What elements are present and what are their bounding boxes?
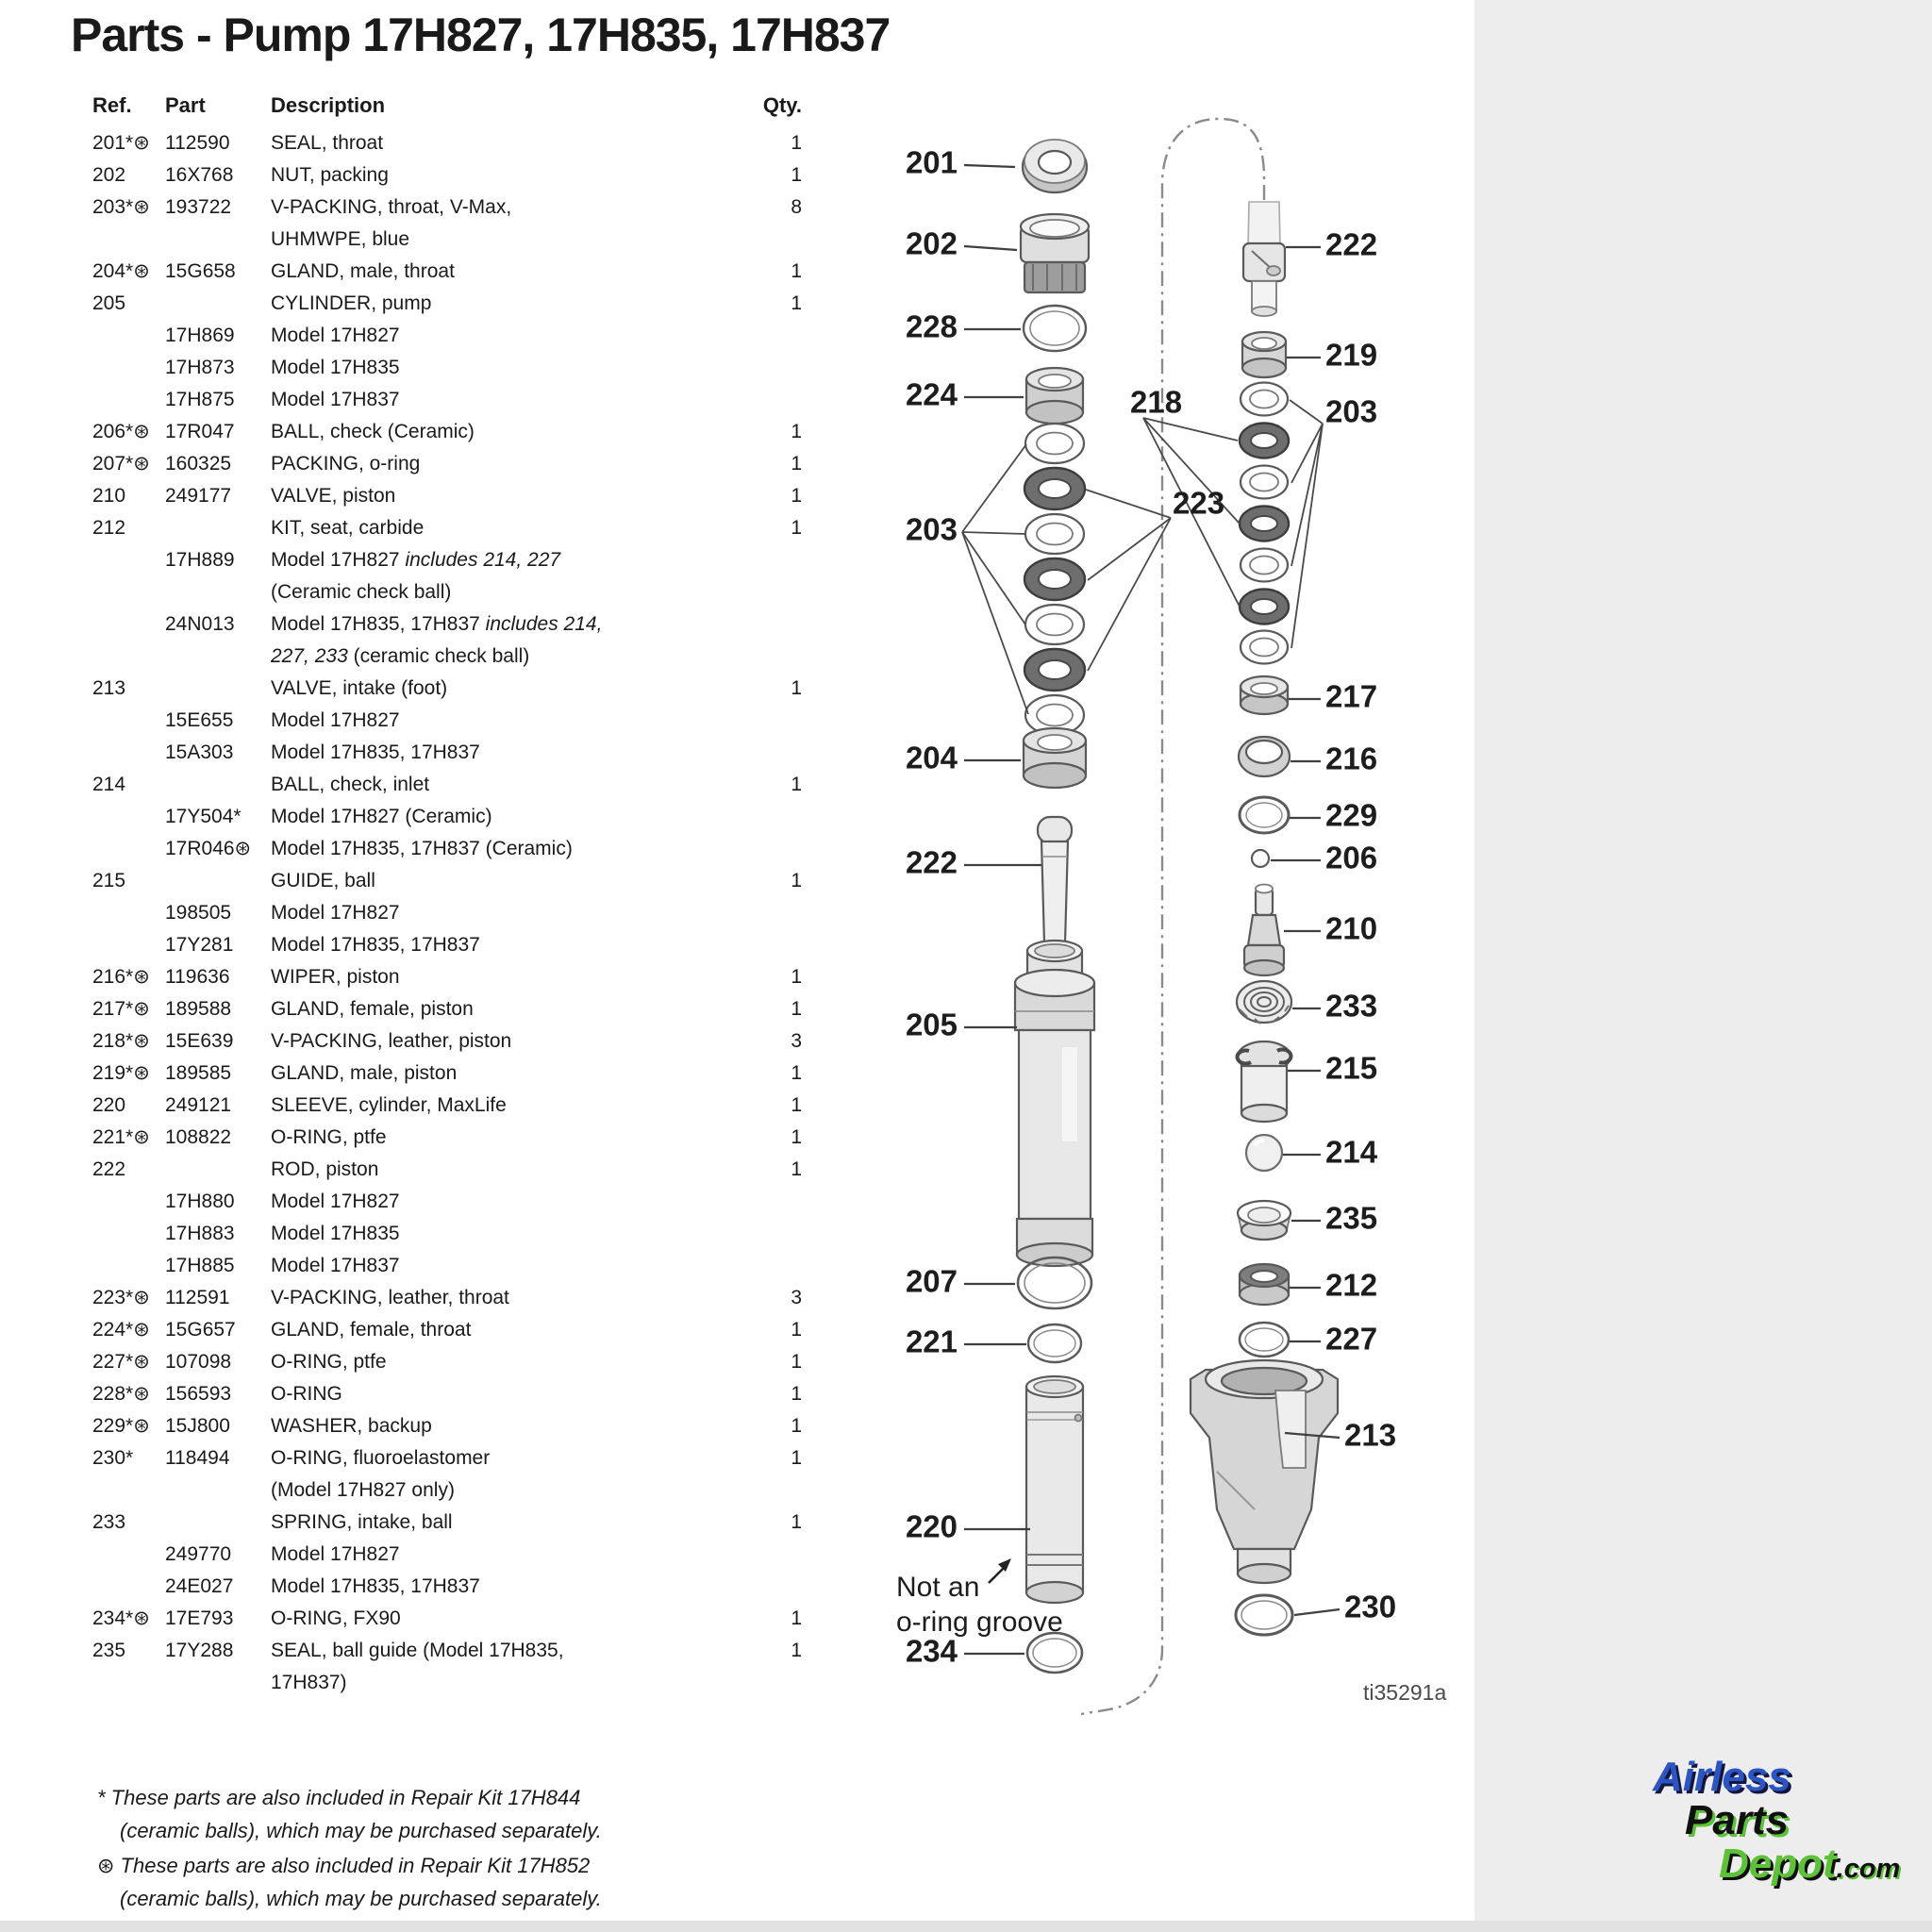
part-220-sleeve-cylinder (1026, 1376, 1083, 1603)
part-217-gland-female-piston (1241, 676, 1288, 714)
table-row: 221*⊛ 108822 O-RING, ptfe 1 (92, 1126, 802, 1148)
header-ref: Ref. (92, 93, 132, 117)
callout-label-213: 213 (1344, 1417, 1397, 1453)
table-row: 227*⊛ 107098 O-RING, ptfe 1 (92, 1351, 802, 1373)
callout-label-201: 201 (905, 144, 958, 180)
leader-fan-line (1291, 424, 1323, 566)
logo-word-depot: Depot.com (1719, 1840, 1901, 1887)
page-right-margin (1474, 0, 1932, 1932)
piston-packing-stack (1240, 383, 1289, 664)
callout-label-233: 233 (1325, 988, 1378, 1024)
table-row: 249770 Model 17H827 (165, 1543, 400, 1565)
table-row: 229*⊛ 15J800 WASHER, backup 1 (92, 1415, 802, 1437)
table-row: 219*⊛ 189585 GLAND, male, piston 1 (92, 1062, 802, 1084)
callout-label-202: 202 (905, 225, 958, 261)
table-row: 202 16X768 NUT, packing 1 (92, 164, 802, 186)
table-row: 17H875 Model 17H837 (165, 389, 400, 410)
callout-label-220: 220 (905, 1508, 958, 1544)
callout-label-230: 230 (1344, 1589, 1397, 1624)
table-row: 15E655 Model 17H827 (165, 709, 400, 731)
part-213-intake-valve-housing (1191, 1360, 1338, 1583)
table-row: 228*⊛ 156593 O-RING 1 (92, 1383, 802, 1405)
part-233-intake-spring (1237, 981, 1291, 1024)
table-row: 213 VALVE, intake (foot) 1 (92, 677, 802, 699)
parts-table-header (92, 90, 828, 122)
leader-fan-line (1088, 518, 1171, 580)
leader-fan-line (962, 532, 1028, 714)
table-row: 207*⊛ 160325 PACKING, o-ring 1 (92, 453, 802, 475)
leader-fan-line (1143, 418, 1238, 441)
callout-label-204: 204 (905, 740, 958, 775)
table-row: 17Y504* Model 17H827 (Ceramic) (165, 806, 492, 827)
callout-label-234: 234 (905, 1633, 958, 1669)
part-219-gland-male-piston (1242, 332, 1286, 377)
footnotes (97, 1781, 602, 1917)
logo-word-airless: Airless (1653, 1754, 1791, 1800)
footnote: ⊛ These parts are also included in Repair Kit 17H852 (ceramic balls), which may be purchased separately. (97, 1854, 602, 1910)
part-201-seal-throat (1023, 140, 1087, 192)
table-row: 210 249177 VALVE, piston 1 (92, 485, 802, 507)
table-row: 205 CYLINDER, pump 1 (92, 292, 802, 314)
table-row: 217*⊛ 189588 GLAND, female, piston 1 (92, 998, 802, 1020)
leader-fan-line (1291, 424, 1323, 648)
part-224-gland-female-throat (1026, 368, 1083, 424)
table-row: 233 SPRING, intake, ball 1 (92, 1511, 802, 1533)
callout-label-216: 216 (1325, 741, 1378, 776)
table-row: 204*⊛ 15G658 GLAND, male, throat 1 (92, 260, 802, 282)
leader-fan-line (962, 532, 1025, 625)
part-216-wiper-piston (1239, 737, 1290, 776)
part-204-gland-male-throat (1024, 728, 1086, 788)
table-row: 198505 Model 17H827 (165, 902, 400, 924)
callout-label-215: 215 (1325, 1050, 1378, 1086)
part-206-check-ball-small (1252, 850, 1269, 867)
callout-label-219: 219 (1325, 337, 1378, 373)
table-row: 224*⊛ 15G657 GLAND, female, throat 1 (92, 1319, 802, 1341)
leader-fan-line (1086, 490, 1171, 518)
table-row: 216*⊛ 119636 WIPER, piston 1 (92, 966, 802, 988)
exploded-parts-diagram (849, 85, 1509, 1745)
callout-label-229: 229 (1325, 797, 1378, 833)
callout-label-203: 203 (1325, 393, 1378, 429)
table-row: 17H869 Model 17H827 (165, 325, 400, 346)
callout-label-224: 224 (905, 376, 958, 412)
part-228-o-ring (1024, 306, 1086, 351)
callout-label-206: 206 (1325, 840, 1378, 875)
footnote: * These parts are also included in Repair Kit 17H844 (ceramic balls), which may be purchased separately. (97, 1786, 602, 1842)
table-row: 17R046⊛ Model 17H835, 17H837 (Ceramic) (165, 838, 573, 859)
note-arrowhead (998, 1558, 1011, 1572)
part-202-packing-nut (1021, 214, 1089, 292)
page-bottom-margin (0, 1921, 1932, 1932)
callout-label-218: 218 (1130, 384, 1183, 420)
part-215-ball-guide (1238, 1041, 1291, 1122)
callout-label-227: 227 (1325, 1321, 1378, 1357)
table-row: 15A303 Model 17H835, 17H837 (165, 741, 480, 763)
leader-fan-line (1290, 400, 1323, 424)
callout-label-235: 235 (1325, 1200, 1378, 1236)
callout-label-214: 214 (1325, 1134, 1378, 1170)
table-row: 17H880 Model 17H827 (165, 1191, 400, 1212)
airless-parts-depot-logo (1653, 1754, 1901, 1887)
note-line2: o-ring groove (896, 1607, 1063, 1638)
callout-label-223: 223 (1173, 485, 1225, 521)
leader-line (1294, 1609, 1340, 1615)
header-qty: Qty. (762, 93, 802, 117)
note-line1: Not an (896, 1572, 980, 1603)
parts-table (92, 90, 828, 1699)
callout-label-203: 203 (905, 511, 958, 547)
table-row: 24E027 Model 17H835, 17H837 (165, 1575, 480, 1597)
callout-label-212: 212 (1325, 1267, 1378, 1303)
part-229-backup-washer (1240, 797, 1289, 833)
part-222-rod-tip (1038, 817, 1072, 943)
logo-suffix-com: .com (1836, 1854, 1901, 1884)
table-row: 203*⊛ 193722 V-PACKING, throat, V-Max, UHMWPE, blue 8 (92, 196, 802, 250)
table-row: 206*⊛ 17R047 BALL, check (Ceramic) 1 (92, 421, 802, 442)
callout-label-210: 210 (1325, 910, 1378, 946)
callout-label-228: 228 (905, 308, 958, 344)
leader-fan-line (962, 532, 1025, 534)
callout-label-205: 205 (905, 1007, 958, 1042)
table-row: 17H885 Model 17H837 (165, 1255, 400, 1276)
part-210-piston-valve (1244, 885, 1284, 976)
callout-label-222: 222 (905, 844, 958, 880)
throat-packing-stack (1024, 424, 1085, 735)
part-205-cylinder-pump (1015, 941, 1094, 1266)
callout-label-222: 222 (1325, 226, 1378, 262)
table-row: 215 GUIDE, ball 1 (92, 870, 802, 891)
leader-fan-line (1088, 518, 1171, 671)
header-description: Description (271, 93, 386, 117)
table-row: 222 ROD, piston 1 (92, 1158, 802, 1180)
header-part: Part (165, 93, 206, 117)
logo-word-parts: Parts (1685, 1797, 1790, 1843)
part-222-piston-rod (1243, 202, 1285, 316)
callout-label-221: 221 (905, 1324, 958, 1359)
table-row: 24N013 Model 17H835, 17H837 includes 214, 227, 233 (ceramic check ball) (165, 613, 603, 667)
table-row: 212 KIT, seat, carbide 1 (92, 517, 802, 539)
leader-line (964, 246, 1017, 250)
table-row: 17H883 Model 17H835 (165, 1223, 400, 1244)
table-row: 17H889 Model 17H827 includes 214, 227 (Ceramic check ball) (165, 549, 561, 603)
part-214-check-ball (1246, 1135, 1282, 1171)
table-row: 218*⊛ 15E639 V-PACKING, leather, piston 3 (92, 1030, 802, 1052)
part-230-o-ring (1236, 1595, 1292, 1635)
part-234-o-ring (1027, 1633, 1082, 1673)
table-row: 214 BALL, check, inlet 1 (92, 774, 802, 795)
part-212-carbide-seat (1240, 1264, 1289, 1305)
callout-label-207: 207 (905, 1263, 958, 1299)
table-row: 230* 118494 O-RING, fluoroelastomer (Model 17H827 only) 1 (92, 1447, 802, 1501)
leader-line (964, 165, 1015, 167)
part-221-o-ring (1028, 1324, 1081, 1362)
leader-fan-line (962, 444, 1026, 532)
table-row: 234*⊛ 17E793 O-RING, FX90 1 (92, 1607, 802, 1629)
figure-id: ti35291a (1363, 1680, 1447, 1705)
part-227-o-ring (1240, 1323, 1289, 1357)
table-row: 201*⊛ 112590 SEAL, throat 1 (92, 132, 802, 154)
table-row: 17H873 Model 17H835 (165, 357, 400, 378)
parts-table-body (92, 127, 828, 1699)
page-title: Parts - Pump 17H827, 17H835, 17H837 (71, 8, 891, 61)
callout-label-217: 217 (1325, 678, 1378, 714)
table-row: 235 17Y288 SEAL, ball guide (Model 17H835, 17H837) 1 (92, 1640, 802, 1693)
table-row: 223*⊛ 112591 V-PACKING, leather, throat 3 (92, 1287, 802, 1308)
table-row: 220 249121 SLEEVE, cylinder, MaxLife 1 (92, 1094, 802, 1116)
table-row: 17Y281 Model 17H835, 17H837 (165, 934, 480, 956)
part-235-ball-guide-seal (1238, 1201, 1291, 1240)
